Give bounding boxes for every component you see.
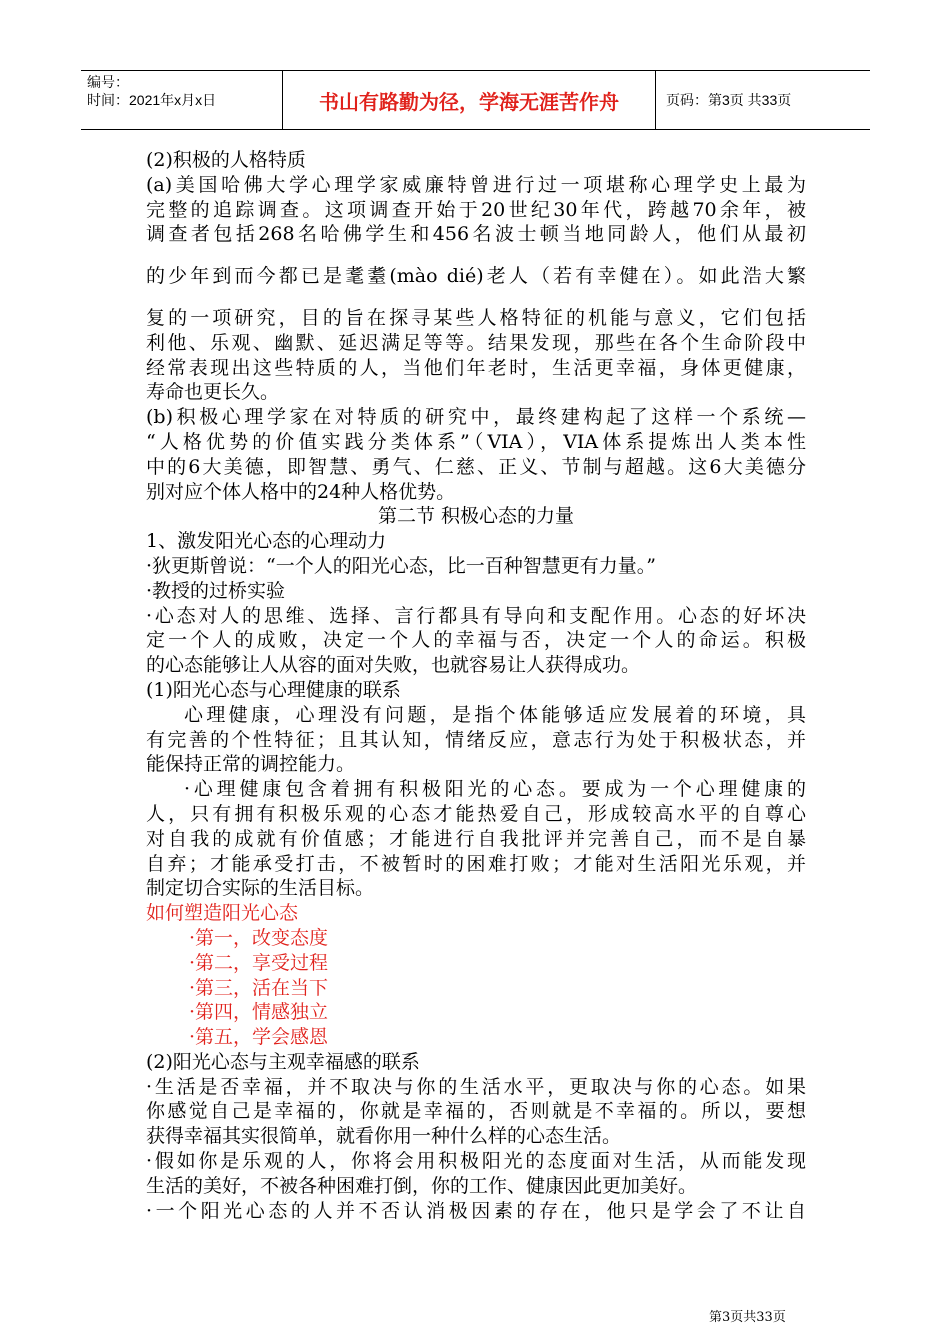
line-spacer xyxy=(146,289,806,306)
text-line: 经常表现出这些特质的人，当他们年老时，生活更幸福，身体更健康， xyxy=(146,356,806,379)
text-line: (1)阳光心态与心理健康的联系 xyxy=(146,678,401,701)
text-line: 定一个人的成败，决定一个人的幸福与否，决定一个人的命运。积极 xyxy=(146,629,806,652)
text-line: 有完善的个性特征；且其认知，情绪反应，意志行为处于积极状态，并 xyxy=(146,728,806,751)
text-line: ·心理健康包含着拥有积极阳光的心态。要成为一个心理健康的 xyxy=(184,778,806,801)
line-spacer xyxy=(146,247,806,264)
text-line: 的少年到而今都已是耄耋(mào dié)老人（若有幸健在）。如此浩大繁 xyxy=(146,265,806,288)
text-line: ·教授的过桥实验 xyxy=(146,579,286,602)
text-line: 利他、乐观、幽默、延迟满足等等。结果发现，那些在各个生命阶段中 xyxy=(146,331,806,354)
text-line: 能保持正常的调控能力。 xyxy=(146,753,356,776)
text-line: ·第五，学会感恩 xyxy=(189,1026,329,1049)
text-line: 寿命也更长久。 xyxy=(146,381,280,404)
text-line: ·狄更斯曾说：“一个人的阳光心态，比一百种智慧更有力量。” xyxy=(146,554,656,577)
text-line: ·第三，活在当下 xyxy=(189,976,329,999)
text-line: (a)美国哈佛大学心理学家威廉特曾进行过一项堪称心理学史上最为 xyxy=(146,173,806,196)
text-line: ·生活是否幸福，并不取决与你的生活水平，更取决与你的心态。如果 xyxy=(146,1075,806,1098)
text-line: 你感觉自己是幸福的，你就是幸福的，否则就是不幸福的。所以，要想 xyxy=(146,1100,806,1123)
text-line: 人，只有拥有积极乐观的心态才能热爱自己，形成较高水平的自尊心 xyxy=(146,802,806,825)
text-line: 自弃；才能承受打击，不被暂时的困难打败；才能对生活阳光乐观，并 xyxy=(146,852,806,875)
text-line: “人格优势的价值实践分类体系”（VIA），VIA体系提炼出人类本性 xyxy=(146,430,806,453)
text-line: (b)积极心理学家在对特质的研究中，最终建构起了这样一个系统— xyxy=(146,406,806,429)
header-motto: 书山有路勤为径，学海无涯苦作舟 xyxy=(283,71,656,129)
text-line: 调查者包括268名哈佛学生和456名波士顿当地同龄人，他们从最初 xyxy=(146,223,806,246)
text-line: (2)积极的人格特质 xyxy=(146,149,306,171)
text-line: ·假如你是乐观的人，你将会用积极阳光的态度面对生活，从而能发现 xyxy=(146,1150,806,1173)
text-line: 别对应个体人格中的24种人格优势。 xyxy=(146,480,456,503)
page-header xyxy=(81,70,870,130)
text-line: 生活的美好，不被各种困难打倒，你的工作、健康因此更加美好。 xyxy=(146,1174,698,1197)
text-line: 中的6大美德，即智慧、勇气、仁慈、正义、节制与超越。这6大美德分 xyxy=(146,455,806,478)
text-line: 获得幸福其实很简单，就看你用一种什么样的心态生活。 xyxy=(146,1125,622,1148)
header-number: 编号： xyxy=(87,74,129,90)
text-line: ·第一，改变态度 xyxy=(189,926,329,949)
text-line: 制定切合实际的生活目标。 xyxy=(146,877,375,900)
page-footer: 第3页共33页 xyxy=(709,1310,786,1325)
text-line: 1、激发阳光心态的心理动力 xyxy=(146,530,387,553)
header-meta xyxy=(81,71,283,129)
text-line: 的心态能够让人从容的面对失败，也就容易让人获得成功。 xyxy=(146,654,641,677)
text-line: 对自我的成就有价值感；才能进行自我批评并完善自己，而不是自暴 xyxy=(146,827,806,850)
text-line: 完整的追踪调查。这项调查开始于20世纪30年代，跨越70余年，被 xyxy=(146,198,806,221)
text-line: 如何塑造阳光心态 xyxy=(146,902,299,925)
text-line: 复的一项研究，目的旨在探寻某些人格特征的机能与意义，它们包括 xyxy=(146,306,806,329)
header-date: 时间：2021年x月x日 xyxy=(87,92,217,108)
header-page-number: 页码：第3页 共33页 xyxy=(666,92,792,108)
text-line: 第二节 积极心态的力量 xyxy=(377,505,575,528)
text-line: 心理健康，心理没有问题，是指个体能够适应发展着的环境，具 xyxy=(184,703,806,726)
text-line: ·第二，享受过程 xyxy=(189,951,329,974)
document-body xyxy=(146,148,806,1223)
text-line: ·一个阳光心态的人并不否认消极因素的存在，他只是学会了不让自 xyxy=(146,1199,806,1222)
text-line: ·心态对人的思维、选择、言行都具有导向和支配作用。心态的好坏决 xyxy=(146,604,806,627)
text-line: (2)阳光心态与主观幸福感的联系 xyxy=(146,1050,420,1073)
text-line: ·第四，情感独立 xyxy=(189,1001,329,1024)
